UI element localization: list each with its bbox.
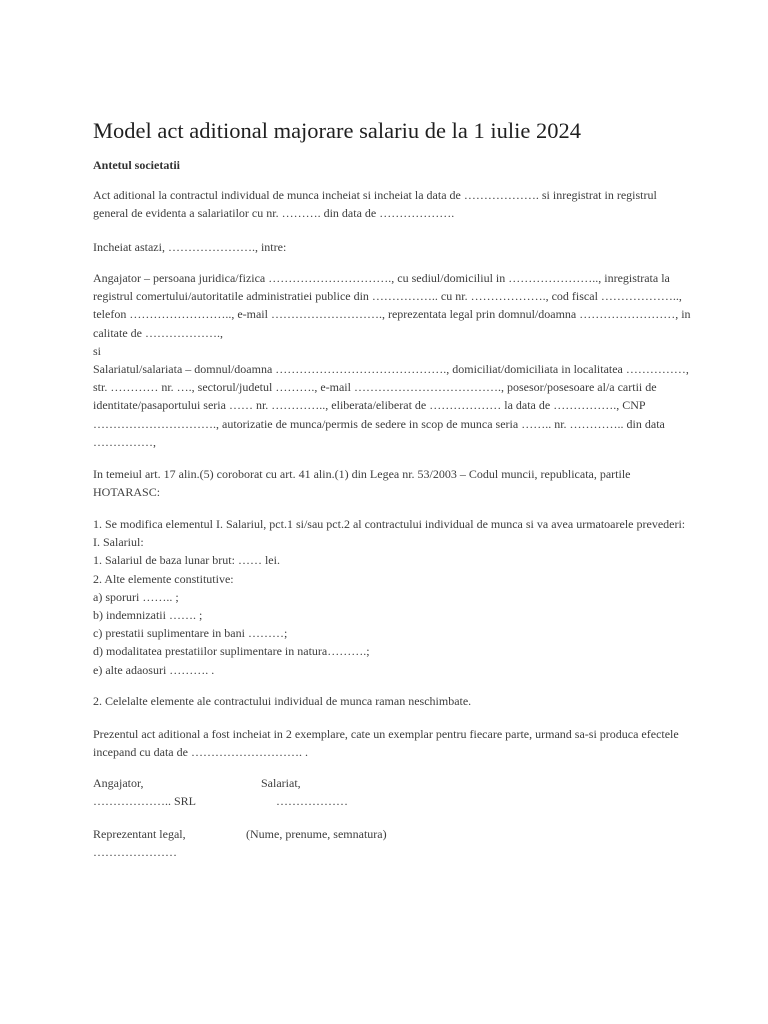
- clause-1-paragraph: [93, 515, 685, 679]
- intro-line: Act aditional la contractul individual de munca incheiat si incheiat la data de ………………. si inregistrat in registrul: [93, 188, 657, 202]
- signature-row: [93, 843, 693, 861]
- parties-paragraph: [93, 269, 691, 451]
- employee-name: ………………: [276, 794, 348, 809]
- employee-label: Salariat,: [261, 776, 301, 790]
- signature-row: [93, 792, 693, 810]
- clause-1-line: b) indemnizatii ……. ;: [93, 608, 203, 623]
- intro-line: general de evidenta a salariatilor cu nr. ………. din data de ……………….: [93, 206, 455, 221]
- parties-line: si: [93, 343, 102, 358]
- clause-1-line: e) alte adaosuri ………. .: [93, 662, 215, 677]
- signature-block: [93, 774, 693, 810]
- parties-line: ……………,: [93, 434, 156, 449]
- legal-basis-line: HOTARASC:: [93, 485, 161, 500]
- document-title: Model act aditional majorare salariu de la 1 iulie 2024: [93, 118, 581, 143]
- clause-1-line: c) prestatii suplimentare in bani ………;: [93, 626, 288, 641]
- employer-name: ……………….. SRL: [93, 794, 197, 809]
- employer-label: Angajator,: [93, 776, 144, 790]
- employee-signature-label: (Nume, prenume, semnatura): [246, 827, 387, 841]
- company-header-label: Antetul societatii: [93, 158, 180, 172]
- parties-line: telefon …………………….., e-mail ………………………., reprezentata legal prin domnul/doamna ……………………, in: [93, 307, 691, 322]
- parties-line: Angajator – persoana juridica/fizica …………………………., cu sediul/domiciliul in ………………….., inregistrata la: [93, 271, 670, 285]
- closing-paragraph: [93, 725, 679, 761]
- signature-row: [93, 825, 693, 843]
- clause-1-line: 1. Se modifica elementul I. Salariul, pct.1 si/sau pct.2 al contractului individual de munca si va avea urmatoarele prevederi:: [93, 517, 686, 531]
- clause-1-line: I. Salariul:: [93, 535, 144, 550]
- intro-paragraph: [93, 186, 657, 222]
- parties-line: …………………………., autorizatie de munca/permis de sedere in scop de munca seria …….. nr. ………….. din data: [93, 416, 665, 431]
- signature-row: [93, 774, 693, 792]
- parties-line: Salariatul/salariata – domnul/doamna ……………………………………., domiciliat/domiciliata in localitatea ……………,: [93, 362, 689, 377]
- representative-block: [93, 825, 693, 861]
- closing-line: incepand cu data de ………………………. .: [93, 745, 308, 760]
- closing-line: Prezentul act aditional a fost incheiat in 2 exemplare, cate un exemplar pentru fiecare parte, urmand sa-si produca efectele: [93, 727, 679, 741]
- clause-1-line: a) sporuri …….. ;: [93, 589, 179, 604]
- clause-1-line: d) modalitatea prestatiilor suplimentare in natura……….;: [93, 644, 370, 659]
- clause-2-paragraph: 2. Celelalte elemente ale contractului individual de munca raman neschimbate.: [93, 694, 472, 708]
- clause-1-line: 2. Alte elemente constitutive:: [93, 571, 234, 586]
- concluded-paragraph: Incheiat astazi, …………………., intre:: [93, 240, 287, 254]
- parties-line: registrul comertului/autoritatile administratiei publice din …………….. cu nr. ………………., cod fiscal ………………..,: [93, 289, 682, 304]
- legal-basis-line: In temeiul art. 17 alin.(5) coroborat cu art. 41 alin.(1) din Legea nr. 53/2003 – Codul muncii, republicata, partile: [93, 467, 631, 481]
- parties-line: str. ………… nr. …., sectorul/judetul ………., e-mail ………………………………., posesor/posesoare al/a cartii de: [93, 380, 657, 395]
- representative-name: …………………: [93, 845, 177, 860]
- parties-line: identitate/pasaportului seria …… nr. ………….., eliberata/eliberat de ……………… la data de ……………., CNP: [93, 398, 646, 413]
- clause-1-line: 1. Salariul de baza lunar brut: …… lei.: [93, 553, 280, 568]
- parties-line: calitate de ……………….,: [93, 325, 223, 340]
- legal-basis-paragraph: [93, 465, 631, 501]
- representative-label: Reprezentant legal,: [93, 827, 186, 841]
